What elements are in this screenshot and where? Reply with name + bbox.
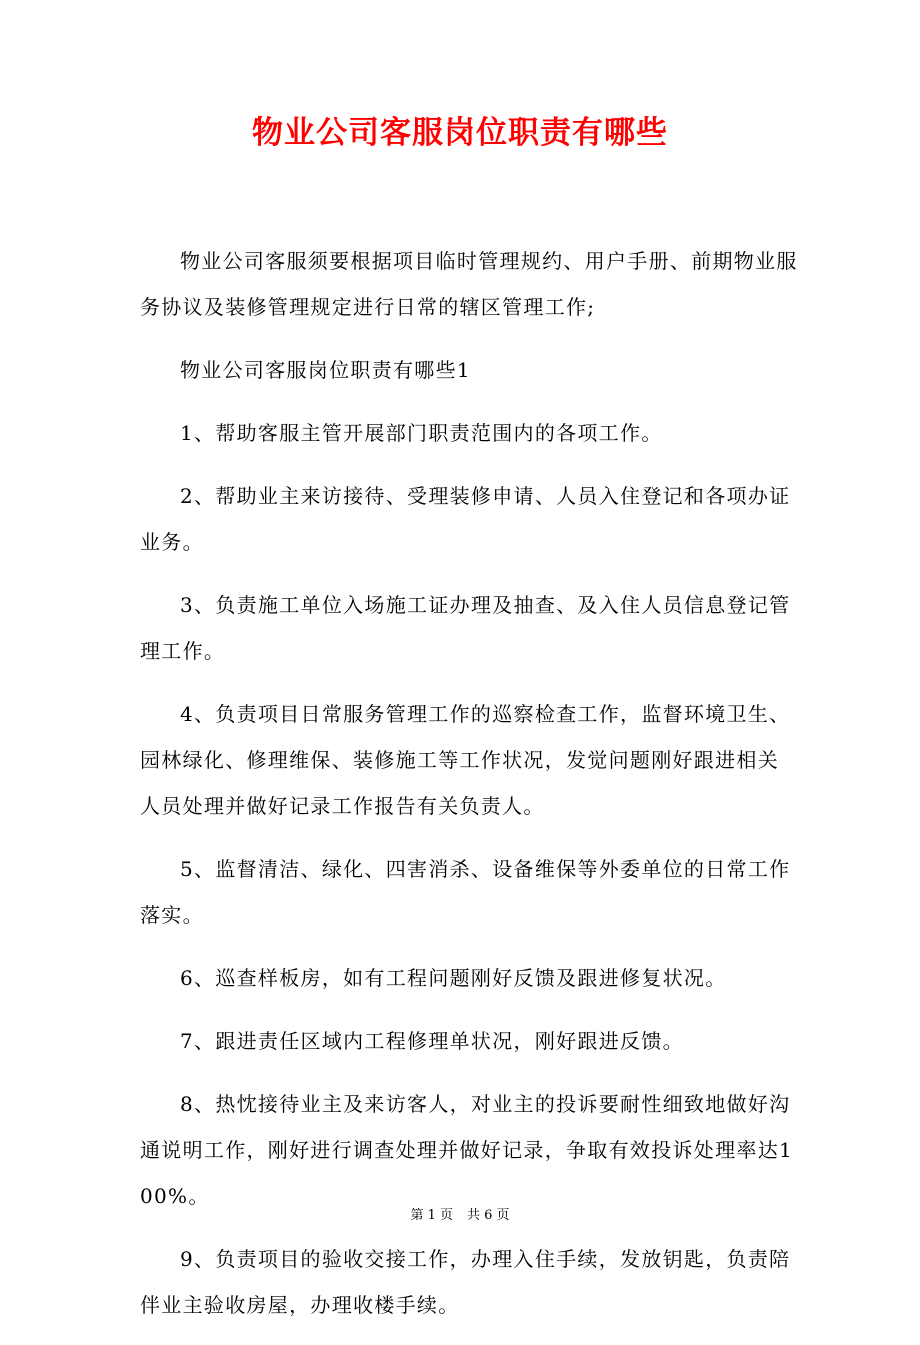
paragraph: 7、跟进责任区域内工程修理单状况，刚好跟进反馈。 bbox=[180, 1029, 684, 1053]
paragraph: 物业公司客服须要根据项目临时管理规约、用户手册、前期物业服务协议及装修管理规定进行日常的辖区管理工作; bbox=[140, 249, 798, 319]
page-number: 第 1 页 bbox=[410, 1208, 453, 1223]
document-title: 物业公司客服岗位职责有哪些 bbox=[252, 115, 668, 151]
paragraph: 1、帮助客服主管开展部门职责范围内的各项工作。 bbox=[180, 421, 663, 445]
paragraph: 4、负责项目日常服务管理工作的巡察检查工作，监督环境卫生、园林绿化、修理维保、装修施工等工作状况，发觉问题刚好跟进相关人员处理并做好记录工作报告有关负责人。 bbox=[140, 702, 791, 818]
paragraph: 6、巡查样板房，如有工程问题刚好反馈及跟进修复状况。 bbox=[180, 966, 727, 990]
page-footer bbox=[0, 1206, 920, 1226]
paragraph: 5、监督清洁、绿化、四害消杀、设备维保等外委单位的日常工作落实。 bbox=[140, 857, 791, 927]
paragraph: 8、热忱接待业主及来访客人，对业主的投诉要耐性细致地做好沟通说明工作，刚好进行调查处理并做好记录，争取有效投诉处理率达100%。 bbox=[140, 1092, 794, 1208]
paragraph: 物业公司客服岗位职责有哪些1 bbox=[180, 358, 471, 382]
paragraph: 3、负责施工单位入场施工证办理及抽查、及入住人员信息登记管理工作。 bbox=[140, 593, 791, 663]
page-total: 共 6 页 bbox=[467, 1208, 510, 1223]
paragraph: 2、帮助业主来访接待、受理装修申请、人员入住登记和各项办证业务。 bbox=[140, 484, 791, 554]
document-body bbox=[140, 238, 800, 1345]
paragraph: 9、负责项目的验收交接工作，办理入住手续，发放钥匙，负责陪伴业主验收房屋，办理收楼手续。 bbox=[140, 1247, 791, 1317]
